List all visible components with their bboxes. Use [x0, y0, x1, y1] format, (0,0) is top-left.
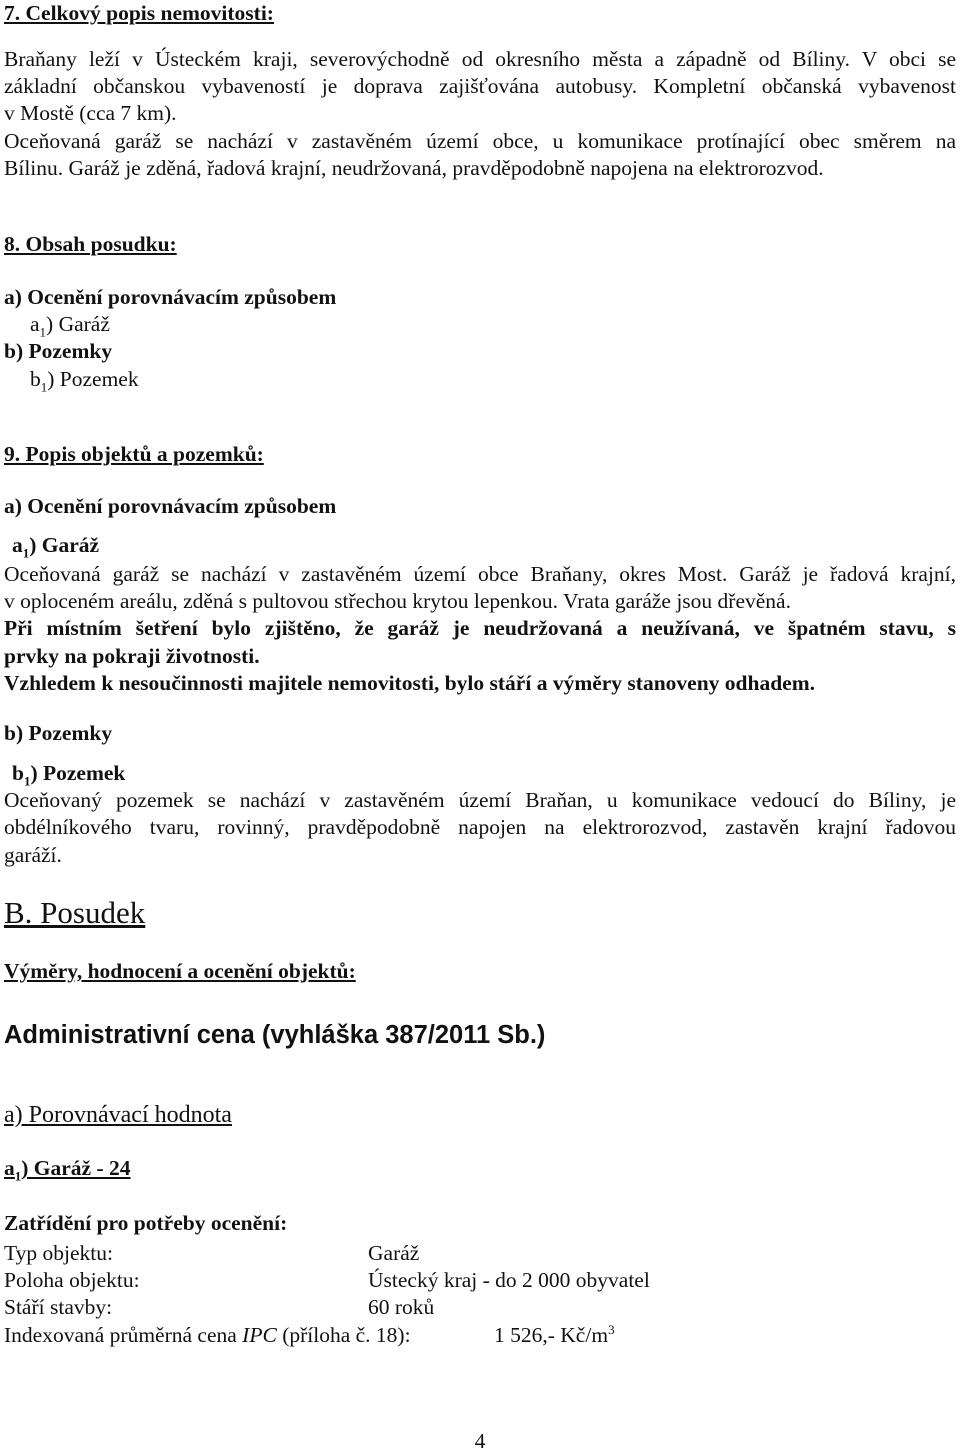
section-9-item-b1-line-1: Oceňovaný pozemek se nachází v zastavěném území Braňan, u komunikace vedoucí do Bíliny, je — [4, 788, 956, 812]
section-9-item-a1-line-2: v oploceném areálu, zděná s pultovou střechou krytou lepenkou. Vrata garáže jsou dřevěná. — [4, 589, 791, 613]
classification-label: Stáří stavby: — [4, 1295, 113, 1319]
ipc-value-superscript: 3 — [608, 1321, 615, 1337]
section-9-item-a1-label: ) Garáž — [29, 533, 100, 557]
comparative-value-heading: a) Porovnávací hodnota — [4, 1102, 232, 1128]
section-9-item-b1-line-2: obdélníkového tvaru, rovinný, pravděpodobně napojen na elektrorozvod, zastavěn krajní řadovou — [4, 815, 956, 839]
section-9-finding-line-3: Vzhledem k nesoučinnosti majitele nemovitosti, bylo stáří a výměry stanoveny odhadem. — [4, 671, 815, 695]
page-number: 4 — [474, 1429, 486, 1453]
administrative-price-heading: Administrativní cena (vyhláška 387/2011 Sb.) — [4, 1021, 546, 1049]
garage-item-heading — [4, 1155, 131, 1182]
section-9-item-b1-line-3: garáží. — [4, 843, 62, 867]
section-8-item-b1 — [4, 366, 139, 393]
section-9-item-a1-letter: a — [12, 533, 23, 557]
classification-value: 60 roků — [368, 1295, 435, 1319]
section-8-item-a: a) Ocenění porovnávacím způsobem — [4, 285, 337, 309]
classification-value: Garáž — [368, 1241, 420, 1265]
section-7-paragraph-2-line-1: Oceňovaná garáž se nachází v zastavěném území obce, u komunikace protínající obec směrem na — [4, 129, 956, 153]
section-8-item-b: b) Pozemky — [4, 339, 113, 363]
section-7-paragraph-1-line-3: v Mostě (cca 7 km). — [4, 101, 177, 125]
ipc-label-suffix: (příloha č. 18): — [276, 1323, 411, 1347]
section-9-item-a1-heading — [4, 532, 99, 559]
section-b-heading: B. Posudek — [4, 895, 146, 930]
section-8-item-a1-subscript: 1 — [39, 324, 47, 340]
section-7-heading: 7. Celkový popis nemovitosti: — [4, 1, 274, 25]
section-9-item-b1-label: ) Pozemek — [30, 761, 126, 785]
ipc-label-italic: IPC — [242, 1323, 277, 1347]
section-8-item-a1-letter: a — [30, 312, 40, 336]
section-9-item-a1-line-1: Oceňovaná garáž se nachází v zastavěném území obce Braňany, okres Most. Garáž je řadová krajní, — [4, 562, 956, 586]
garage-item-label: ) Garáž - 24 — [21, 1156, 131, 1180]
section-9-item-b: b) Pozemky — [4, 721, 113, 745]
section-7-paragraph-1-line-2: základní občanskou vybaveností je doprava zajišťována autobusy. Kompletní občanská vybavenost — [4, 74, 956, 98]
section-8-item-b1-subscript: 1 — [40, 379, 48, 395]
section-8-item-b1-label: ) Pozemek — [47, 367, 139, 391]
section-8-item-a1-label: ) Garáž — [46, 312, 110, 336]
section-9-item-a1-subscript: 1 — [22, 545, 30, 561]
section-b-subheading: Výměry, hodnocení a ocenění objektů: — [4, 959, 356, 983]
classification-label: Typ objektu: — [4, 1241, 113, 1265]
section-9-item-b1-letter: b — [12, 761, 24, 785]
ipc-value-text: 1 526,- Kč/m — [494, 1323, 609, 1347]
garage-item-subscript: 1 — [14, 1168, 22, 1184]
classification-heading: Zatřídění pro potřeby ocenění: — [4, 1211, 288, 1235]
classification-label: Poloha objektu: — [4, 1268, 140, 1292]
section-8-heading: 8. Obsah posudku: — [4, 232, 177, 256]
section-7-paragraph-1-line-1: Braňany leží v Ústeckém kraji, severovýchodně od okresního města a západně od Bíliny. V obci se — [4, 47, 956, 71]
section-9-item-b1-heading — [4, 760, 125, 787]
ipc-label-text: Indexovaná průměrná cena — [4, 1323, 243, 1347]
section-9-heading: 9. Popis objektů a pozemků: — [4, 442, 264, 466]
section-9-finding-line-2: prvky na pokraji životnosti. — [4, 644, 260, 668]
section-9-item-a: a) Ocenění porovnávacím způsobem — [4, 494, 337, 518]
section-8-item-b1-letter: b — [30, 367, 41, 391]
ipc-value — [494, 1322, 615, 1349]
section-9-item-b1-subscript: 1 — [23, 773, 31, 789]
classification-value: Ústecký kraj - do 2 000 obyvatel — [368, 1268, 650, 1292]
section-8-item-a1 — [4, 311, 110, 338]
section-9-finding-line-1: Při místním šetření bylo zjištěno, že garáž je neudržovaná a neužívaná, ve špatném stavu, s — [4, 616, 956, 640]
ipc-label — [4, 1322, 411, 1349]
garage-item-letter: a — [4, 1156, 15, 1180]
section-7-paragraph-2-line-2: Bílinu. Garáž je zděná, řadová krajní, neudržovaná, pravděpodobně napojena na elektrorozvod. — [4, 156, 824, 180]
